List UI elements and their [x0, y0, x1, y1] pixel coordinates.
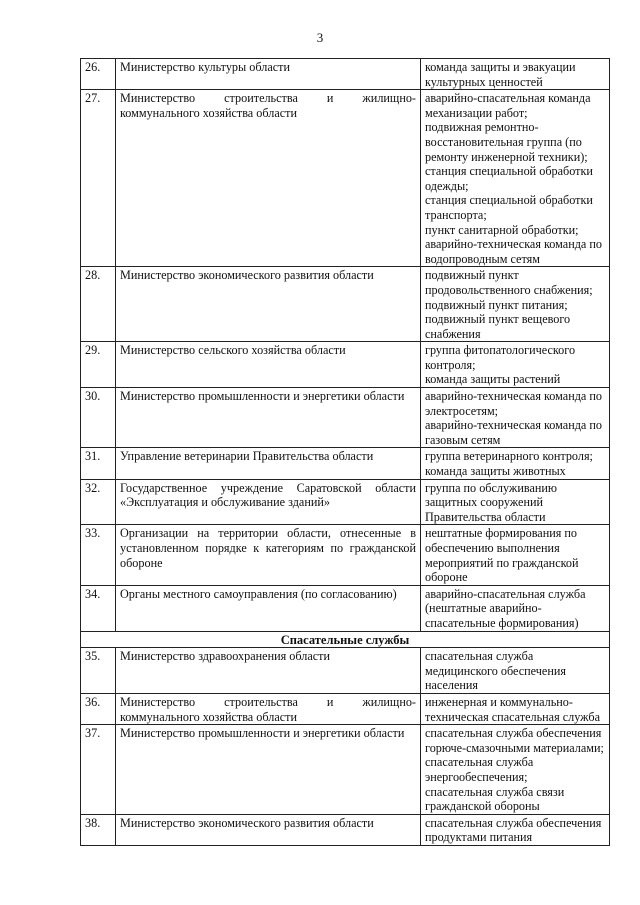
- row-number: 28.: [81, 267, 116, 342]
- service-list: [421, 59, 610, 90]
- table-row: [81, 648, 610, 694]
- service-list: [421, 725, 610, 815]
- table-row: [81, 388, 610, 448]
- service-item: команда защиты животных: [425, 464, 566, 479]
- table-row: [81, 448, 610, 479]
- table-row: [81, 585, 610, 631]
- organization-name: Министерство сельского хозяйства области: [116, 342, 421, 388]
- service-item: аварийно-техническая команда по газовым сетям: [425, 418, 602, 447]
- service-item: спасательная служба обеспечения горюче-смазочными материалами;: [425, 726, 604, 755]
- table-row: [81, 90, 610, 267]
- service-item: группа фитопатологического контроля;: [425, 343, 576, 372]
- service-item: спасательная служба медицинского обеспечения населения: [425, 649, 566, 693]
- table-row: [81, 725, 610, 815]
- organization-name: Управление ветеринарии Правительства области: [116, 448, 421, 479]
- table-row: [81, 342, 610, 388]
- organization-name: Министерство промышленности и энергетики области: [116, 388, 421, 448]
- service-list: [421, 814, 610, 845]
- service-item: пункт санитарной обработки;: [425, 222, 579, 237]
- service-list: [421, 525, 610, 585]
- table-row: [81, 267, 610, 342]
- service-list: [421, 267, 610, 342]
- service-list: [421, 585, 610, 631]
- service-list: [421, 693, 610, 724]
- row-number: 34.: [81, 585, 116, 631]
- organization-name: Министерство экономического развития области: [116, 814, 421, 845]
- section-header-row: [81, 631, 610, 648]
- section-title: Спасательные службы: [81, 631, 610, 648]
- service-item: спасательная служба обеспечения продуктами питания: [425, 815, 602, 845]
- table-row: [81, 59, 610, 90]
- row-number: 27.: [81, 90, 116, 267]
- service-item: группа ветеринарного контроля;: [425, 449, 593, 464]
- service-item: подвижный пункт питания;: [425, 297, 568, 312]
- service-item: подвижная ремонтно-восстановительная группа (по ремонту инженерной техники);: [425, 120, 588, 164]
- service-item: нештатные формирования по обеспечению выполнения мероприятий по гражданской обороне: [425, 526, 579, 585]
- service-item: команда защиты и эвакуации культурных ценностей: [425, 60, 576, 89]
- row-number: 38.: [81, 814, 116, 845]
- row-number: 35.: [81, 648, 116, 694]
- table-row: [81, 525, 610, 585]
- table-row: [81, 693, 610, 724]
- service-item: аварийно-техническая команда по водопроводным сетям: [425, 237, 602, 266]
- row-number: 30.: [81, 388, 116, 448]
- service-item: аварийно-техническая команда по электросетям;: [425, 389, 602, 418]
- service-item: станция специальной обработки транспорта;: [425, 193, 593, 222]
- row-number: 32.: [81, 479, 116, 525]
- civil-defense-services-table: [80, 58, 610, 846]
- page-number: 3: [316, 30, 324, 45]
- organization-name: Министерство здравоохранения области: [116, 648, 421, 694]
- table-body: [81, 59, 610, 846]
- row-number: 33.: [81, 525, 116, 585]
- service-list: [421, 342, 610, 388]
- service-item: аварийно-спасательная служба (нештатные аварийно-спасательные формирования): [425, 586, 586, 630]
- service-item: подвижный пункт вещевого снабжения: [425, 312, 571, 341]
- service-item: станция специальной обработки одежды;: [425, 164, 593, 193]
- service-item: команда защиты растений: [425, 372, 561, 387]
- organization-name: Министерство строительства и жилищно-коммунального хозяйства области: [116, 693, 421, 724]
- organization-name: Организации на территории области, отнесенные в установленном порядке к категориям по гражданской обороне: [116, 525, 421, 585]
- service-list: [421, 448, 610, 479]
- service-item: группа по обслуживанию защитных сооружений Правительства области: [425, 480, 558, 524]
- service-item: аварийно-спасательная команда механизации работ;: [425, 91, 591, 120]
- organization-name: Министерство культуры области: [116, 59, 421, 90]
- organization-name: Министерство промышленности и энергетики области: [116, 725, 421, 815]
- row-number: 37.: [81, 725, 116, 815]
- service-list: [421, 479, 610, 525]
- row-number: 26.: [81, 59, 116, 90]
- row-number: 36.: [81, 693, 116, 724]
- service-list: [421, 388, 610, 448]
- row-number: 29.: [81, 342, 116, 388]
- row-number: 31.: [81, 448, 116, 479]
- organization-name: Министерство экономического развития области: [116, 267, 421, 342]
- service-list: [421, 648, 610, 694]
- service-item: инженерная и коммунально-техническая спасательная служба: [425, 694, 601, 724]
- service-list: [421, 90, 610, 267]
- organization-name: Министерство строительства и жилищно-коммунального хозяйства области: [116, 90, 421, 267]
- table-row: [81, 814, 610, 845]
- organization-name: Государственное учреждение Саратовской области «Эксплуатация и обслуживание зданий»: [116, 479, 421, 525]
- organization-name: Органы местного самоуправления (по согласованию): [116, 585, 421, 631]
- service-item: подвижный пункт продовольственного снабжения;: [425, 268, 593, 297]
- service-item: спасательная служба связи гражданской обороны: [425, 784, 565, 814]
- table-row: [81, 479, 610, 525]
- service-item: спасательная служба энергообеспечения;: [425, 755, 534, 784]
